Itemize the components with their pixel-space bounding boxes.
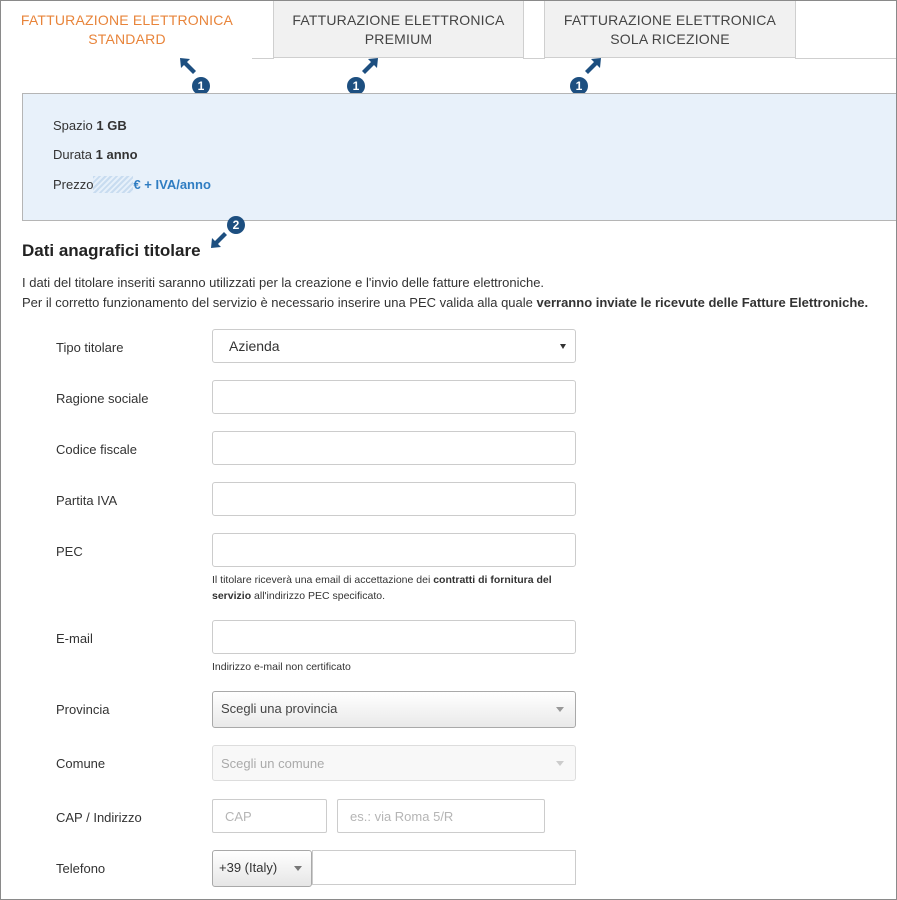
annotation-arrow-icon bbox=[208, 229, 230, 251]
plan-space-value: 1 GB bbox=[96, 118, 127, 133]
annotation-marker-2: 2 bbox=[227, 216, 245, 234]
caret-down-icon bbox=[294, 866, 302, 871]
tab-divider bbox=[795, 58, 897, 59]
phone-prefix-value: +39 (Italy) bbox=[219, 860, 278, 875]
section-description: I dati del titolare inseriti saranno utilizzati per la creazione e l'invio delle fatture elettroniche. bbox=[22, 275, 545, 290]
pec-help-bold1: contratti di fornitura del bbox=[433, 574, 552, 586]
email-input[interactable] bbox=[212, 620, 576, 654]
indirizzo-placeholder: es.: via Roma 5/R bbox=[350, 809, 454, 824]
annotation-marker-1: 1 bbox=[570, 77, 588, 95]
phone-prefix-select[interactable] bbox=[212, 850, 312, 887]
partita-iva-label: Partita IVA bbox=[56, 493, 118, 508]
section-description-text: Per il corretto funzionamento del servizio è necessario inserire una PEC valida alla quale bbox=[22, 295, 537, 310]
cap-input[interactable] bbox=[212, 799, 327, 833]
tipo-titolare-value: Azienda bbox=[229, 338, 280, 354]
tab-premium-line1: FATTURAZIONE ELETTRONICA bbox=[292, 12, 505, 28]
tab-standard[interactable] bbox=[2, 1, 252, 58]
plan-duration-value: 1 anno bbox=[95, 147, 138, 162]
plan-duration bbox=[53, 147, 138, 162]
caret-down-icon bbox=[556, 761, 564, 766]
provincia-label: Provincia bbox=[56, 702, 110, 717]
tab-premium[interactable] bbox=[273, 1, 524, 58]
tab-divider bbox=[523, 58, 545, 59]
comune-label: Comune bbox=[56, 756, 106, 771]
ragione-sociale-label: Ragione sociale bbox=[56, 391, 149, 406]
tipo-titolare-label: Tipo titolare bbox=[56, 340, 124, 355]
annotation-arrow-icon bbox=[359, 55, 381, 77]
annotation-arrow-icon bbox=[582, 55, 604, 77]
section-description-pec bbox=[22, 295, 868, 310]
indirizzo-input[interactable] bbox=[337, 799, 545, 833]
section-title: Dati anagrafici titolare bbox=[22, 241, 201, 260]
comune-select[interactable] bbox=[212, 745, 576, 781]
pec-help-part2: all'indirizzo PEC specificato. bbox=[251, 590, 385, 602]
plan-price-label: Prezzo bbox=[53, 177, 94, 192]
codice-fiscale-label: Codice fiscale bbox=[56, 442, 137, 457]
section-description-bold: verranno inviate le ricevute delle Fatture Elettroniche. bbox=[536, 295, 869, 310]
tab-standard-line1: FATTURAZIONE ELETTRONICA bbox=[20, 12, 234, 28]
cap-placeholder: CAP bbox=[225, 809, 252, 824]
plan-info-box bbox=[22, 93, 897, 221]
pec-help-text bbox=[212, 572, 552, 604]
cap-indirizzo-label: CAP / Indirizzo bbox=[56, 810, 142, 825]
tab-sola-ricezione-line1: FATTURAZIONE ELETTRONICA bbox=[563, 12, 777, 28]
annotation-marker-1: 1 bbox=[347, 77, 365, 95]
provincia-select[interactable] bbox=[212, 691, 576, 728]
pec-help-bold2: servizio bbox=[212, 590, 252, 602]
caret-down-icon bbox=[560, 344, 566, 349]
comune-value: Scegli un comune bbox=[221, 756, 325, 771]
provincia-value: Scegli una provincia bbox=[221, 701, 338, 716]
telefono-label: Telefono bbox=[56, 861, 106, 876]
plan-space-label: Spazio bbox=[53, 118, 93, 133]
tipo-titolare-select[interactable] bbox=[212, 329, 576, 363]
caret-down-icon bbox=[556, 707, 564, 712]
tab-sola-ricezione[interactable] bbox=[544, 1, 796, 58]
tab-bar bbox=[1, 1, 897, 59]
email-help-text: Indirizzo e-mail non certificato bbox=[212, 661, 351, 673]
plan-space bbox=[53, 118, 127, 133]
email-label: E-mail bbox=[56, 631, 93, 646]
tab-premium-line2: PREMIUM bbox=[364, 31, 433, 47]
ragione-sociale-input[interactable] bbox=[212, 380, 576, 414]
annotation-marker-1: 1 bbox=[192, 77, 210, 95]
plan-duration-label: Durata bbox=[53, 147, 93, 162]
tab-sola-ricezione-line2: SOLA RICEZIONE bbox=[610, 31, 730, 47]
pec-help-part1: Il titolare riceverà una email di accettazione dei bbox=[212, 574, 434, 586]
telefono-input[interactable] bbox=[312, 850, 576, 885]
codice-fiscale-input[interactable] bbox=[212, 431, 576, 465]
redacted-price bbox=[93, 176, 133, 193]
annotation-arrow-icon bbox=[177, 55, 199, 77]
plan-price bbox=[53, 176, 211, 193]
tab-divider bbox=[252, 58, 274, 59]
tab-standard-line2: STANDARD bbox=[88, 31, 166, 47]
plan-price-suffix: € + IVA/anno bbox=[133, 177, 211, 192]
pec-label: PEC bbox=[56, 544, 83, 559]
pec-input[interactable] bbox=[212, 533, 576, 567]
partita-iva-input[interactable] bbox=[212, 482, 576, 516]
